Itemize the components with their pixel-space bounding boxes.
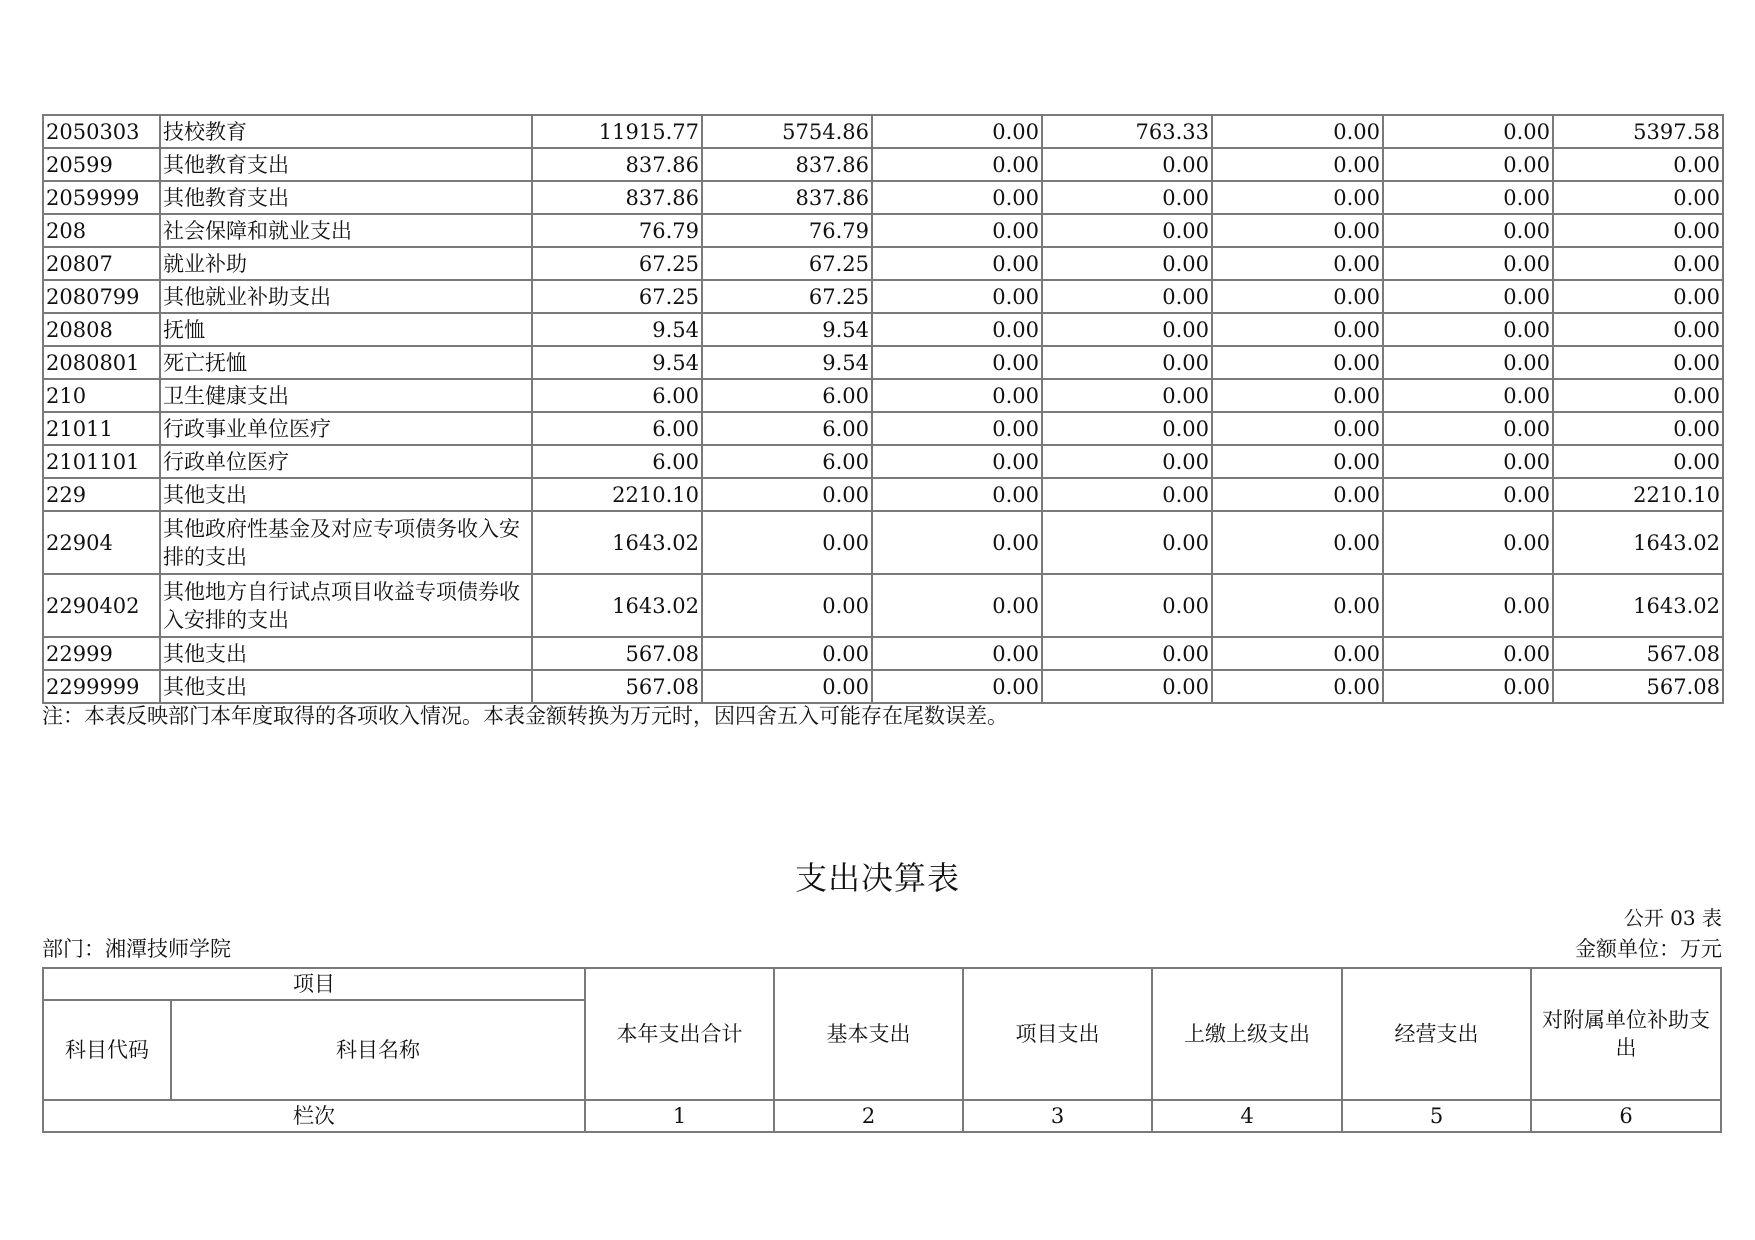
- table-row: [43, 247, 1723, 280]
- row-name: 其他支出: [160, 478, 532, 511]
- row-code: 2299999: [43, 670, 160, 703]
- row-value-3: 0.00: [872, 115, 1042, 148]
- row-value-6: 0.00: [1383, 637, 1553, 670]
- row-value-6: 0.00: [1383, 412, 1553, 445]
- row-value-3: 0.00: [872, 280, 1042, 313]
- row-value-5: 0.00: [1212, 214, 1383, 247]
- table-row: [43, 511, 1723, 574]
- column-number-3: 3: [963, 1100, 1152, 1132]
- table-row: [43, 574, 1723, 637]
- row-value-6: 0.00: [1383, 181, 1553, 214]
- row-value-2: 9.54: [702, 346, 872, 379]
- row-value-4: 0.00: [1042, 478, 1212, 511]
- row-value-5: 0.00: [1212, 280, 1383, 313]
- row-value-7: 0.00: [1553, 445, 1723, 478]
- row-value-6: 0.00: [1383, 214, 1553, 247]
- row-value-7: 1643.02: [1553, 511, 1723, 574]
- row-value-7: 0.00: [1553, 346, 1723, 379]
- row-value-1: 6.00: [532, 412, 702, 445]
- row-value-1: 67.25: [532, 247, 702, 280]
- row-value-5: 0.00: [1212, 478, 1383, 511]
- row-value-7: 2210.10: [1553, 478, 1723, 511]
- row-value-1: 6.00: [532, 445, 702, 478]
- row-value-6: 0.00: [1383, 478, 1553, 511]
- row-name: 其他支出: [160, 670, 532, 703]
- table-row: [43, 280, 1723, 313]
- row-code: 2080801: [43, 346, 160, 379]
- table-note: 注：本表反映部门本年度取得的各项收入情况。本表金额转换为万元时，因四舍五入可能存在尾数误差。: [42, 704, 1008, 728]
- row-value-7: 0.00: [1553, 412, 1723, 445]
- row-value-5: 0.00: [1212, 148, 1383, 181]
- row-name: 其他教育支出: [160, 148, 532, 181]
- row-value-2: 0.00: [702, 637, 872, 670]
- row-value-5: 0.00: [1212, 445, 1383, 478]
- row-name: 其他政府性基金及对应专项债务收入安排的支出: [160, 511, 532, 574]
- row-name: 行政单位医疗: [160, 445, 532, 478]
- row-name: 其他就业补助支出: [160, 280, 532, 313]
- row-name: 抚恤: [160, 313, 532, 346]
- column-number-6: 6: [1531, 1100, 1721, 1132]
- row-code: 20807: [43, 247, 160, 280]
- row-name: 其他支出: [160, 637, 532, 670]
- row-value-4: 0.00: [1042, 313, 1212, 346]
- row-value-2: 67.25: [702, 247, 872, 280]
- row-name: 就业补助: [160, 247, 532, 280]
- row-value-2: 837.86: [702, 148, 872, 181]
- row-value-1: 6.00: [532, 379, 702, 412]
- table-row: [43, 637, 1723, 670]
- table-row: [43, 412, 1723, 445]
- row-name: 其他教育支出: [160, 181, 532, 214]
- row-value-2: 837.86: [702, 181, 872, 214]
- row-value-3: 0.00: [872, 574, 1042, 637]
- row-value-4: 0.00: [1042, 637, 1212, 670]
- row-value-1: 567.08: [532, 637, 702, 670]
- row-value-2: 0.00: [702, 574, 872, 637]
- row-code: 229: [43, 478, 160, 511]
- row-value-2: 5754.86: [702, 115, 872, 148]
- row-value-2: 0.00: [702, 511, 872, 574]
- column-number-5: 5: [1342, 1100, 1531, 1132]
- row-code: 2080799: [43, 280, 160, 313]
- row-value-7: 0.00: [1553, 214, 1723, 247]
- column-number-2: 2: [774, 1100, 963, 1132]
- row-value-4: 0.00: [1042, 670, 1212, 703]
- header-col-6: 对附属单位补助支出: [1531, 968, 1721, 1100]
- row-value-6: 0.00: [1383, 313, 1553, 346]
- table-row: [43, 181, 1723, 214]
- row-value-6: 0.00: [1383, 670, 1553, 703]
- header-col-4: 上缴上级支出: [1152, 968, 1342, 1100]
- row-value-5: 0.00: [1212, 637, 1383, 670]
- row-value-4: 0.00: [1042, 181, 1212, 214]
- row-value-3: 0.00: [872, 313, 1042, 346]
- row-value-1: 1643.02: [532, 511, 702, 574]
- row-name: 死亡抚恤: [160, 346, 532, 379]
- row-value-2: 0.00: [702, 670, 872, 703]
- table-number: 公开 03 表: [1623, 906, 1722, 930]
- table-row: [43, 445, 1723, 478]
- row-value-4: 0.00: [1042, 445, 1212, 478]
- row-value-5: 0.00: [1212, 379, 1383, 412]
- row-value-7: 0.00: [1553, 181, 1723, 214]
- row-code: 20808: [43, 313, 160, 346]
- row-value-6: 0.00: [1383, 148, 1553, 181]
- row-value-4: 0.00: [1042, 346, 1212, 379]
- table-row: [43, 148, 1723, 181]
- page-title: 支出决算表: [794, 859, 960, 897]
- row-name: 其他地方自行试点项目收益专项债券收入安排的支出: [160, 574, 532, 637]
- row-value-5: 0.00: [1212, 511, 1383, 574]
- table-row: [43, 214, 1723, 247]
- header-name: 科目名称: [171, 1000, 585, 1100]
- row-value-3: 0.00: [872, 214, 1042, 247]
- row-label: 栏次: [43, 1100, 585, 1132]
- table-row: [43, 379, 1723, 412]
- row-code: 208: [43, 214, 160, 247]
- row-value-6: 0.00: [1383, 280, 1553, 313]
- row-value-3: 0.00: [872, 511, 1042, 574]
- header-col-3: 项目支出: [963, 968, 1152, 1100]
- row-value-7: 0.00: [1553, 313, 1723, 346]
- row-value-5: 0.00: [1212, 574, 1383, 637]
- row-value-7: 0.00: [1553, 247, 1723, 280]
- row-value-4: 0.00: [1042, 280, 1212, 313]
- row-value-1: 837.86: [532, 181, 702, 214]
- row-value-1: 9.54: [532, 313, 702, 346]
- table-row: [43, 115, 1723, 148]
- header-item: 项目: [43, 968, 585, 1000]
- income-table: [42, 114, 1724, 704]
- row-value-1: 76.79: [532, 214, 702, 247]
- header-col-5: 经营支出: [1342, 968, 1531, 1100]
- header-col-1: 本年支出合计: [585, 968, 774, 1100]
- row-value-1: 67.25: [532, 280, 702, 313]
- row-code: 20599: [43, 148, 160, 181]
- row-value-1: 837.86: [532, 148, 702, 181]
- row-value-5: 0.00: [1212, 181, 1383, 214]
- row-value-2: 6.00: [702, 379, 872, 412]
- row-value-7: 567.08: [1553, 670, 1723, 703]
- row-value-1: 9.54: [532, 346, 702, 379]
- row-value-2: 67.25: [702, 280, 872, 313]
- header-col-2: 基本支出: [774, 968, 963, 1100]
- row-value-6: 0.00: [1383, 574, 1553, 637]
- row-value-5: 0.00: [1212, 115, 1383, 148]
- row-value-6: 0.00: [1383, 379, 1553, 412]
- row-value-7: 5397.58: [1553, 115, 1723, 148]
- row-value-6: 0.00: [1383, 511, 1553, 574]
- row-value-3: 0.00: [872, 379, 1042, 412]
- expense-table: [42, 967, 1722, 1133]
- row-name: 技校教育: [160, 115, 532, 148]
- table-row: [43, 478, 1723, 511]
- row-value-3: 0.00: [872, 445, 1042, 478]
- row-value-2: 6.00: [702, 445, 872, 478]
- row-value-2: 0.00: [702, 478, 872, 511]
- income-table-body: [43, 115, 1723, 703]
- row-value-1: 567.08: [532, 670, 702, 703]
- row-value-7: 0.00: [1553, 280, 1723, 313]
- row-value-2: 6.00: [702, 412, 872, 445]
- row-value-4: 0.00: [1042, 214, 1212, 247]
- row-value-3: 0.00: [872, 412, 1042, 445]
- row-name: 行政事业单位医疗: [160, 412, 532, 445]
- row-code: 2059999: [43, 181, 160, 214]
- row-value-6: 0.00: [1383, 115, 1553, 148]
- row-value-1: 2210.10: [532, 478, 702, 511]
- table-row: [43, 670, 1723, 703]
- row-value-3: 0.00: [872, 247, 1042, 280]
- row-value-6: 0.00: [1383, 445, 1553, 478]
- row-value-4: 0.00: [1042, 148, 1212, 181]
- column-number-1: 1: [585, 1100, 774, 1132]
- row-value-2: 9.54: [702, 313, 872, 346]
- row-value-4: 0.00: [1042, 379, 1212, 412]
- row-value-3: 0.00: [872, 181, 1042, 214]
- table-row: [43, 346, 1723, 379]
- row-value-7: 1643.02: [1553, 574, 1723, 637]
- row-value-4: 0.00: [1042, 574, 1212, 637]
- row-value-5: 0.00: [1212, 670, 1383, 703]
- column-number-4: 4: [1152, 1100, 1342, 1132]
- row-value-5: 0.00: [1212, 346, 1383, 379]
- table-row: [43, 313, 1723, 346]
- row-value-5: 0.00: [1212, 313, 1383, 346]
- amount-unit-label: 金额单位：万元: [1575, 937, 1722, 961]
- row-code: 22904: [43, 511, 160, 574]
- row-value-3: 0.00: [872, 148, 1042, 181]
- row-value-4: 0.00: [1042, 412, 1212, 445]
- header-code: 科目代码: [43, 1000, 171, 1100]
- row-code: 210: [43, 379, 160, 412]
- row-value-3: 0.00: [872, 346, 1042, 379]
- row-name: 社会保障和就业支出: [160, 214, 532, 247]
- row-code: 22999: [43, 637, 160, 670]
- row-name: 卫生健康支出: [160, 379, 532, 412]
- row-value-7: 0.00: [1553, 379, 1723, 412]
- row-value-3: 0.00: [872, 637, 1042, 670]
- row-value-6: 0.00: [1383, 346, 1553, 379]
- row-code: 2101101: [43, 445, 160, 478]
- department-label: 部门：湘潭技师学院: [42, 937, 231, 961]
- row-value-7: 567.08: [1553, 637, 1723, 670]
- row-value-5: 0.00: [1212, 247, 1383, 280]
- row-value-5: 0.00: [1212, 412, 1383, 445]
- row-value-1: 1643.02: [532, 574, 702, 637]
- row-value-4: 0.00: [1042, 247, 1212, 280]
- row-code: 2050303: [43, 115, 160, 148]
- row-value-6: 0.00: [1383, 247, 1553, 280]
- row-value-4: 0.00: [1042, 511, 1212, 574]
- row-code: 2290402: [43, 574, 160, 637]
- row-code: 21011: [43, 412, 160, 445]
- row-value-3: 0.00: [872, 478, 1042, 511]
- row-value-3: 0.00: [872, 670, 1042, 703]
- row-value-7: 0.00: [1553, 148, 1723, 181]
- row-value-1: 11915.77: [532, 115, 702, 148]
- row-value-2: 76.79: [702, 214, 872, 247]
- row-value-4: 763.33: [1042, 115, 1212, 148]
